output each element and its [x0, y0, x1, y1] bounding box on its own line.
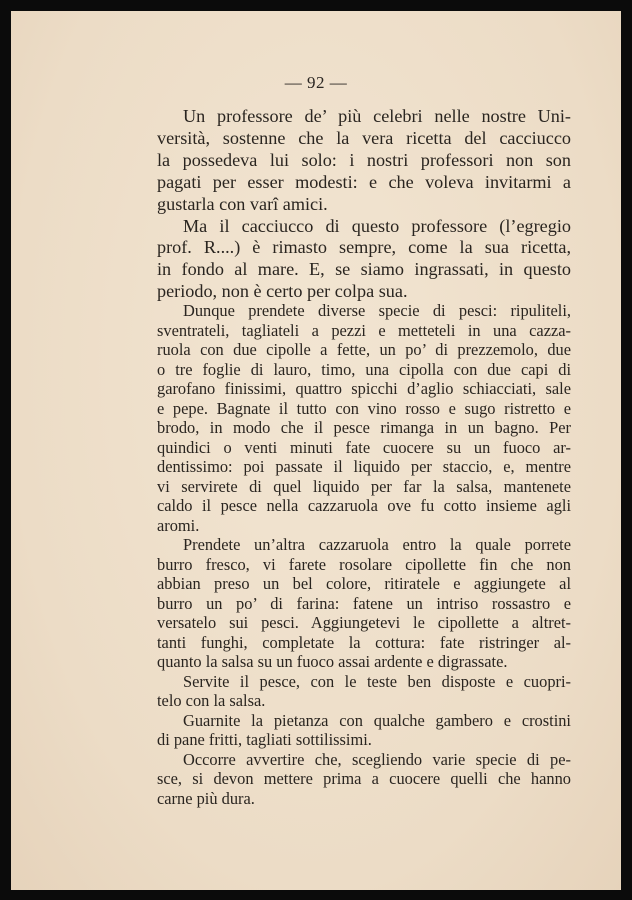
text-line: in fondo al mare. E, se siamo ingrassati, in questo: [157, 259, 571, 280]
text-line: garofano finissimi, quattro spicchi d’aglio schiacciati, sale: [157, 379, 571, 398]
text-line: versatelo sui pesci. Aggiungetevi le cipollette a altret-: [157, 613, 571, 632]
paragraph: [157, 750, 571, 809]
text-line: periodo, non è certo per colpa sua.: [157, 281, 408, 302]
text-line: e pepe. Bagnate il tutto con vino rosso e sugo ristretto e: [157, 398, 571, 418]
paragraph: [157, 106, 571, 216]
text-line: Ma il cacciucco di questo professore (l’egregio: [183, 215, 571, 236]
text-section-recipe: [157, 301, 571, 808]
paragraph: [157, 711, 571, 750]
page-number: — 92 —: [284, 73, 348, 92]
text-line: caldo il pesce nella cazzaruola ove fu cotto insieme agli: [157, 496, 571, 515]
text-line: sventrateli, tagliateli a pezzi e metteteli in una cazza-: [157, 320, 571, 340]
text-line: Servite il pesce, con le teste ben disposte e cuopri-: [183, 671, 571, 691]
text-line: sce, si devon mettere prima a cuocere quelli che hanno: [157, 769, 571, 788]
text-line: brodo, in modo che il pesce rimanga in un bagno. Per: [157, 418, 571, 437]
text-line: la possedeva lui solo: i nostri professori non son: [157, 149, 571, 170]
text-line: carne più dura.: [157, 788, 255, 808]
text-section-anecdote: [157, 106, 571, 303]
text-line: pagati per esser modesti: e che voleva invitarmi a: [157, 171, 571, 192]
text-line: o tre foglie di lauro, timo, una cipolla con due capi di: [157, 359, 571, 379]
paragraph: [157, 301, 571, 535]
text-line: gustarla con varî amici.: [157, 193, 328, 214]
text-line: prof. R....) è rimasto sempre, come la sua ricetta,: [157, 237, 571, 258]
text-line: aromi.: [157, 515, 200, 535]
book-page: [11, 11, 621, 890]
text-line: tanti funghi, completate la cottura: fate ristringer al-: [157, 632, 571, 652]
paragraph: [157, 672, 571, 711]
text-line: Prendete un’altra cazzaruola entro la quale porrete: [183, 535, 571, 554]
text-line: ruola con due cipolle a fette, un po’ di prezzemolo, due: [157, 340, 571, 359]
text-line: dentissimo: poi passate il liquido per staccio, e, mentre: [157, 457, 571, 476]
text-line: quanto la salsa su un fuoco assai ardente e digrassate.: [157, 652, 508, 671]
text-line: telo con la salsa.: [157, 691, 266, 710]
text-line: burro un po’ di farina: fatene un intriso rossastro e: [157, 593, 571, 613]
text-line: quindici o venti minuti fate cuocere su un fuoco ar-: [157, 437, 571, 457]
text-line: Occorre avvertire che, scegliendo varie specie di pe-: [183, 749, 571, 769]
text-line: Guarnite la pietanza con qualche gambero e crostini: [183, 710, 571, 730]
paragraph: [157, 216, 571, 304]
text-line: Un professore de’ più celebri nelle nostre Uni-: [183, 106, 571, 126]
text-line: versità, sostenne che la vera ricetta del cacciucco: [157, 127, 571, 148]
text-line: abbian preso un bel colore, ritiratele e aggiungete al: [157, 574, 571, 593]
text-line: vi servirete di quel liquido per far la salsa, mantenete: [157, 476, 571, 496]
text-line: Dunque prendete diverse specie di pesci: ripuliteli,: [183, 301, 571, 320]
text-line: burro fresco, vi farete rosolare cipollette fin che non: [157, 554, 571, 574]
paragraph: [157, 535, 571, 672]
text-line: di pane fritti, tagliati sottilissimi.: [157, 730, 372, 749]
